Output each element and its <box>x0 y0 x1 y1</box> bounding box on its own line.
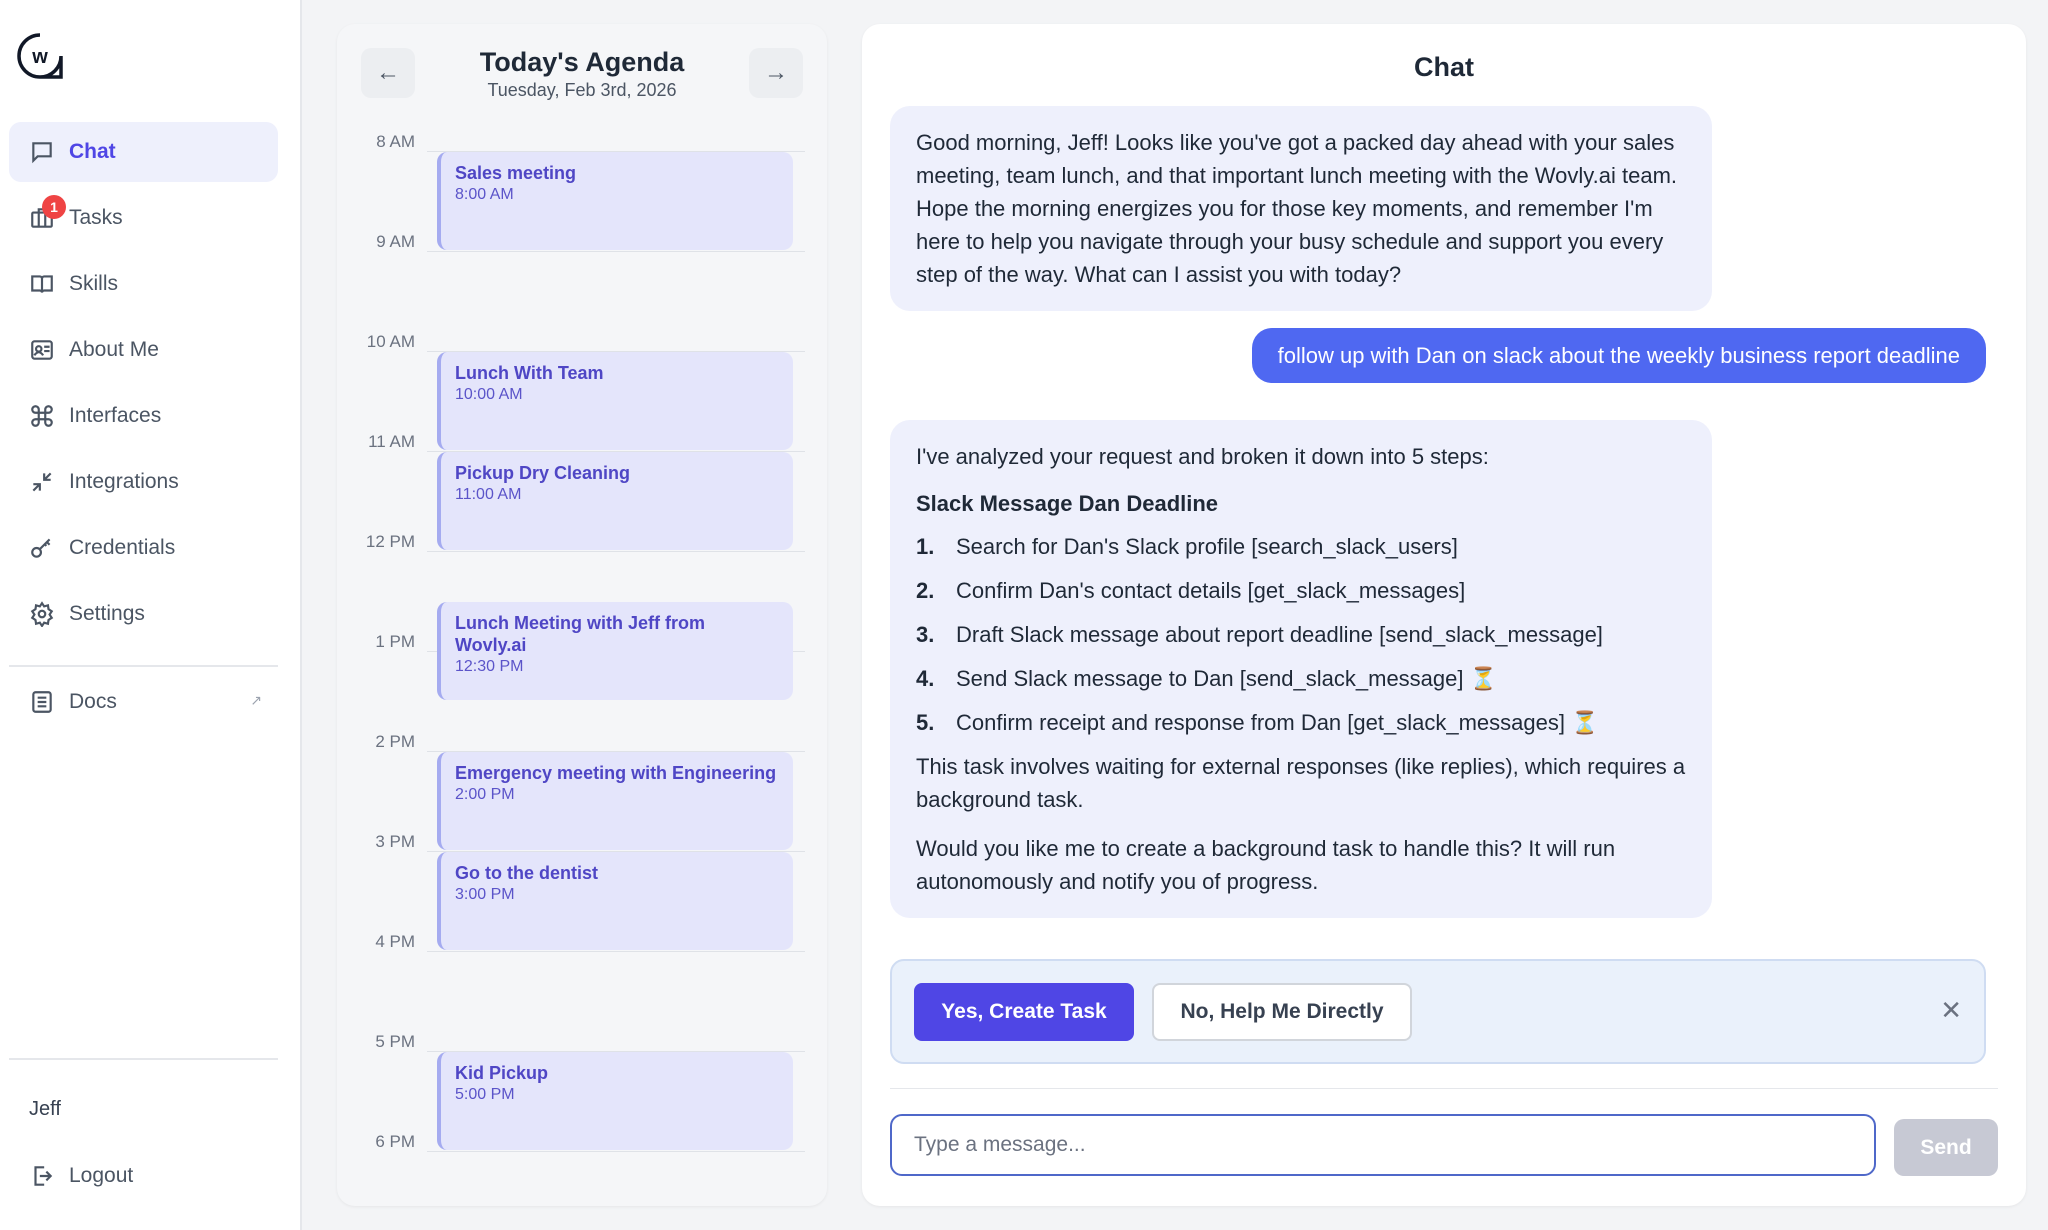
message-input[interactable] <box>890 1114 1876 1176</box>
event-time: 5:00 PM <box>455 1086 515 1103</box>
profile-icon <box>29 337 55 363</box>
hour-label: 9 AM <box>376 232 415 251</box>
step-number: 4. <box>916 666 935 691</box>
chat-panel <box>862 24 2026 1206</box>
event-title: Kid Pickup <box>455 1063 549 1083</box>
docs-icon <box>29 689 55 715</box>
agenda-event[interactable] <box>437 752 793 850</box>
event-title: Go to the dentist <box>455 863 598 883</box>
sidebar-divider <box>9 665 278 667</box>
sidebar-item-about-me[interactable] <box>9 320 278 380</box>
hour-label: 1 PM <box>375 632 415 651</box>
task-confirmation-bar <box>890 959 1986 1064</box>
agenda-event[interactable] <box>437 452 793 550</box>
plan-steps <box>916 530 1686 739</box>
svg-text:w: w <box>32 46 48 68</box>
assistant-message <box>890 106 1712 311</box>
event-title: Lunch With Team <box>455 363 604 383</box>
plan-step <box>916 574 1686 607</box>
step-text: Confirm Dan's contact details [get_slack_messages] <box>956 578 1466 603</box>
book-icon <box>29 271 55 297</box>
hour-label: 3 PM <box>375 832 415 851</box>
sidebar-item-docs[interactable] <box>9 672 278 732</box>
hour-line <box>427 1151 805 1152</box>
sidebar-item-label: Integrations <box>69 470 179 493</box>
message-text: follow up with Dan on slack about the weekly business report deadline <box>1277 343 1960 368</box>
sidebar-item-label: Chat <box>69 140 116 163</box>
tasks-count-badge: 1 <box>42 195 66 219</box>
step-text: Send Slack message to Dan [send_slack_message] <box>956 666 1464 691</box>
event-time: 8:00 AM <box>455 186 514 203</box>
external-link-icon: ↗ <box>250 692 262 708</box>
sidebar-item-credentials[interactable] <box>9 518 278 578</box>
sidebar-item-label: Interfaces <box>69 404 162 427</box>
close-icon[interactable]: ✕ <box>1940 995 1962 1025</box>
event-time: 2:00 PM <box>455 786 515 803</box>
sidebar-item-chat[interactable] <box>9 122 278 182</box>
event-title: Lunch Meeting with Jeff from Wovly.ai <box>455 613 705 655</box>
hour-label: 12 PM <box>365 532 415 551</box>
agenda-event[interactable] <box>437 152 793 250</box>
event-time: 3:00 PM <box>455 886 515 903</box>
agenda-panel <box>337 24 827 1206</box>
message-text: Good morning, Jeff! Looks like you've got a packed day ahead with your sales meeting, team lunch, and that important lunch meeting with the Wovly.ai team. Hope the morning energizes you for those key moments, and remember I'm here to help you navigate through your busy schedule and support you every step of the way. What can I assist you with today? <box>916 130 1678 287</box>
hourglass-icon: ⏳ <box>1469 666 1497 691</box>
send-button[interactable]: Send <box>1894 1119 1998 1176</box>
event-time: 12:30 PM <box>455 658 524 675</box>
logout-button[interactable] <box>9 1146 278 1206</box>
step-text: Confirm receipt and response from Dan [get_slack_messages] <box>956 710 1565 735</box>
hour-label: 11 AM <box>368 432 415 451</box>
sidebar-nav <box>9 122 278 650</box>
step-text: Search for Dan's Slack profile [search_slack_users] <box>956 534 1458 559</box>
step-number: 1. <box>916 534 935 559</box>
logout-icon <box>29 1163 55 1189</box>
sidebar-item-label: About Me <box>69 338 159 361</box>
hour-line <box>427 551 805 552</box>
agenda-title: Today's Agenda <box>479 47 685 77</box>
sidebar-item-label: Skills <box>69 272 119 295</box>
agenda-date: Tuesday, Feb 3rd, 2026 <box>487 80 677 100</box>
minimize-icon <box>29 469 55 495</box>
hour-line <box>427 251 805 252</box>
input-divider <box>890 1088 1998 1089</box>
event-title: Sales meeting <box>455 163 577 183</box>
arrow-left-icon: ← <box>376 59 400 86</box>
arrow-right-icon: → <box>764 59 788 86</box>
create-task-button[interactable]: Yes, Create Task <box>914 983 1134 1041</box>
sidebar-item-skills[interactable] <box>9 254 278 314</box>
sidebar <box>0 0 302 1230</box>
agenda-event[interactable] <box>437 1052 793 1150</box>
step-text: Draft Slack message about report deadline [send_slack_message] <box>956 622 1603 647</box>
hour-label: 6 PM <box>375 1132 415 1151</box>
step-number: 2. <box>916 578 935 603</box>
event-time: 10:00 AM <box>455 386 523 403</box>
command-icon <box>29 403 55 429</box>
hour-label: 2 PM <box>375 732 415 751</box>
sidebar-item-tasks[interactable] <box>9 188 278 248</box>
user-message <box>1252 328 1986 383</box>
hourglass-icon: ⏳ <box>1570 710 1599 735</box>
background-note: This task involves waiting for external responses (like replies), which requires a background task. <box>916 754 1686 812</box>
chat-title: Chat <box>1414 52 1474 82</box>
chat-icon <box>29 139 55 165</box>
username: Jeff <box>29 1098 61 1120</box>
sidebar-item-interfaces[interactable] <box>9 386 278 446</box>
assistant-plan-message <box>890 420 1712 918</box>
step-number: 3. <box>916 622 935 647</box>
plan-step <box>916 706 1686 739</box>
event-time: 11:00 AM <box>455 486 522 503</box>
hour-label: 5 PM <box>375 1032 415 1051</box>
agenda-timeline <box>337 24 827 1206</box>
key-icon <box>29 535 55 561</box>
sidebar-item-label: Credentials <box>69 536 176 559</box>
help-directly-button[interactable]: No, Help Me Directly <box>1152 983 1412 1041</box>
sidebar-item-label: Settings <box>69 602 145 625</box>
event-title: Emergency meeting with Engineering <box>455 763 777 783</box>
logout-label: Logout <box>69 1164 134 1187</box>
plan-step <box>916 662 1686 695</box>
background-question: Would you like me to create a background task to handle this? It will run autonomously and notify you of progress. <box>916 836 1616 894</box>
hour-label: 4 PM <box>375 932 415 951</box>
hour-line <box>427 951 805 952</box>
plan-intro: I've analyzed your request and broken it down into 5 steps: <box>916 444 1489 469</box>
plan-step <box>916 530 1686 563</box>
plan-title: Slack Message Dan Deadline <box>916 491 1219 516</box>
sidebar-item-integrations[interactable] <box>9 452 278 512</box>
step-number: 5. <box>916 710 935 735</box>
sidebar-bottom-divider <box>9 1058 278 1060</box>
gear-icon <box>29 601 55 627</box>
agenda-event[interactable] <box>437 352 793 450</box>
sidebar-item-settings[interactable] <box>9 584 278 644</box>
plan-step <box>916 618 1686 651</box>
sidebar-item-label: Tasks <box>69 206 123 229</box>
hour-label: 10 AM <box>366 332 415 351</box>
sidebar-item-label: Docs <box>69 690 117 713</box>
hour-label: 8 AM <box>376 132 415 151</box>
event-title: Pickup Dry Cleaning <box>455 463 631 483</box>
agenda-event[interactable] <box>437 602 793 700</box>
agenda-event[interactable] <box>437 852 793 950</box>
wovly-logo[interactable] <box>16 32 64 80</box>
